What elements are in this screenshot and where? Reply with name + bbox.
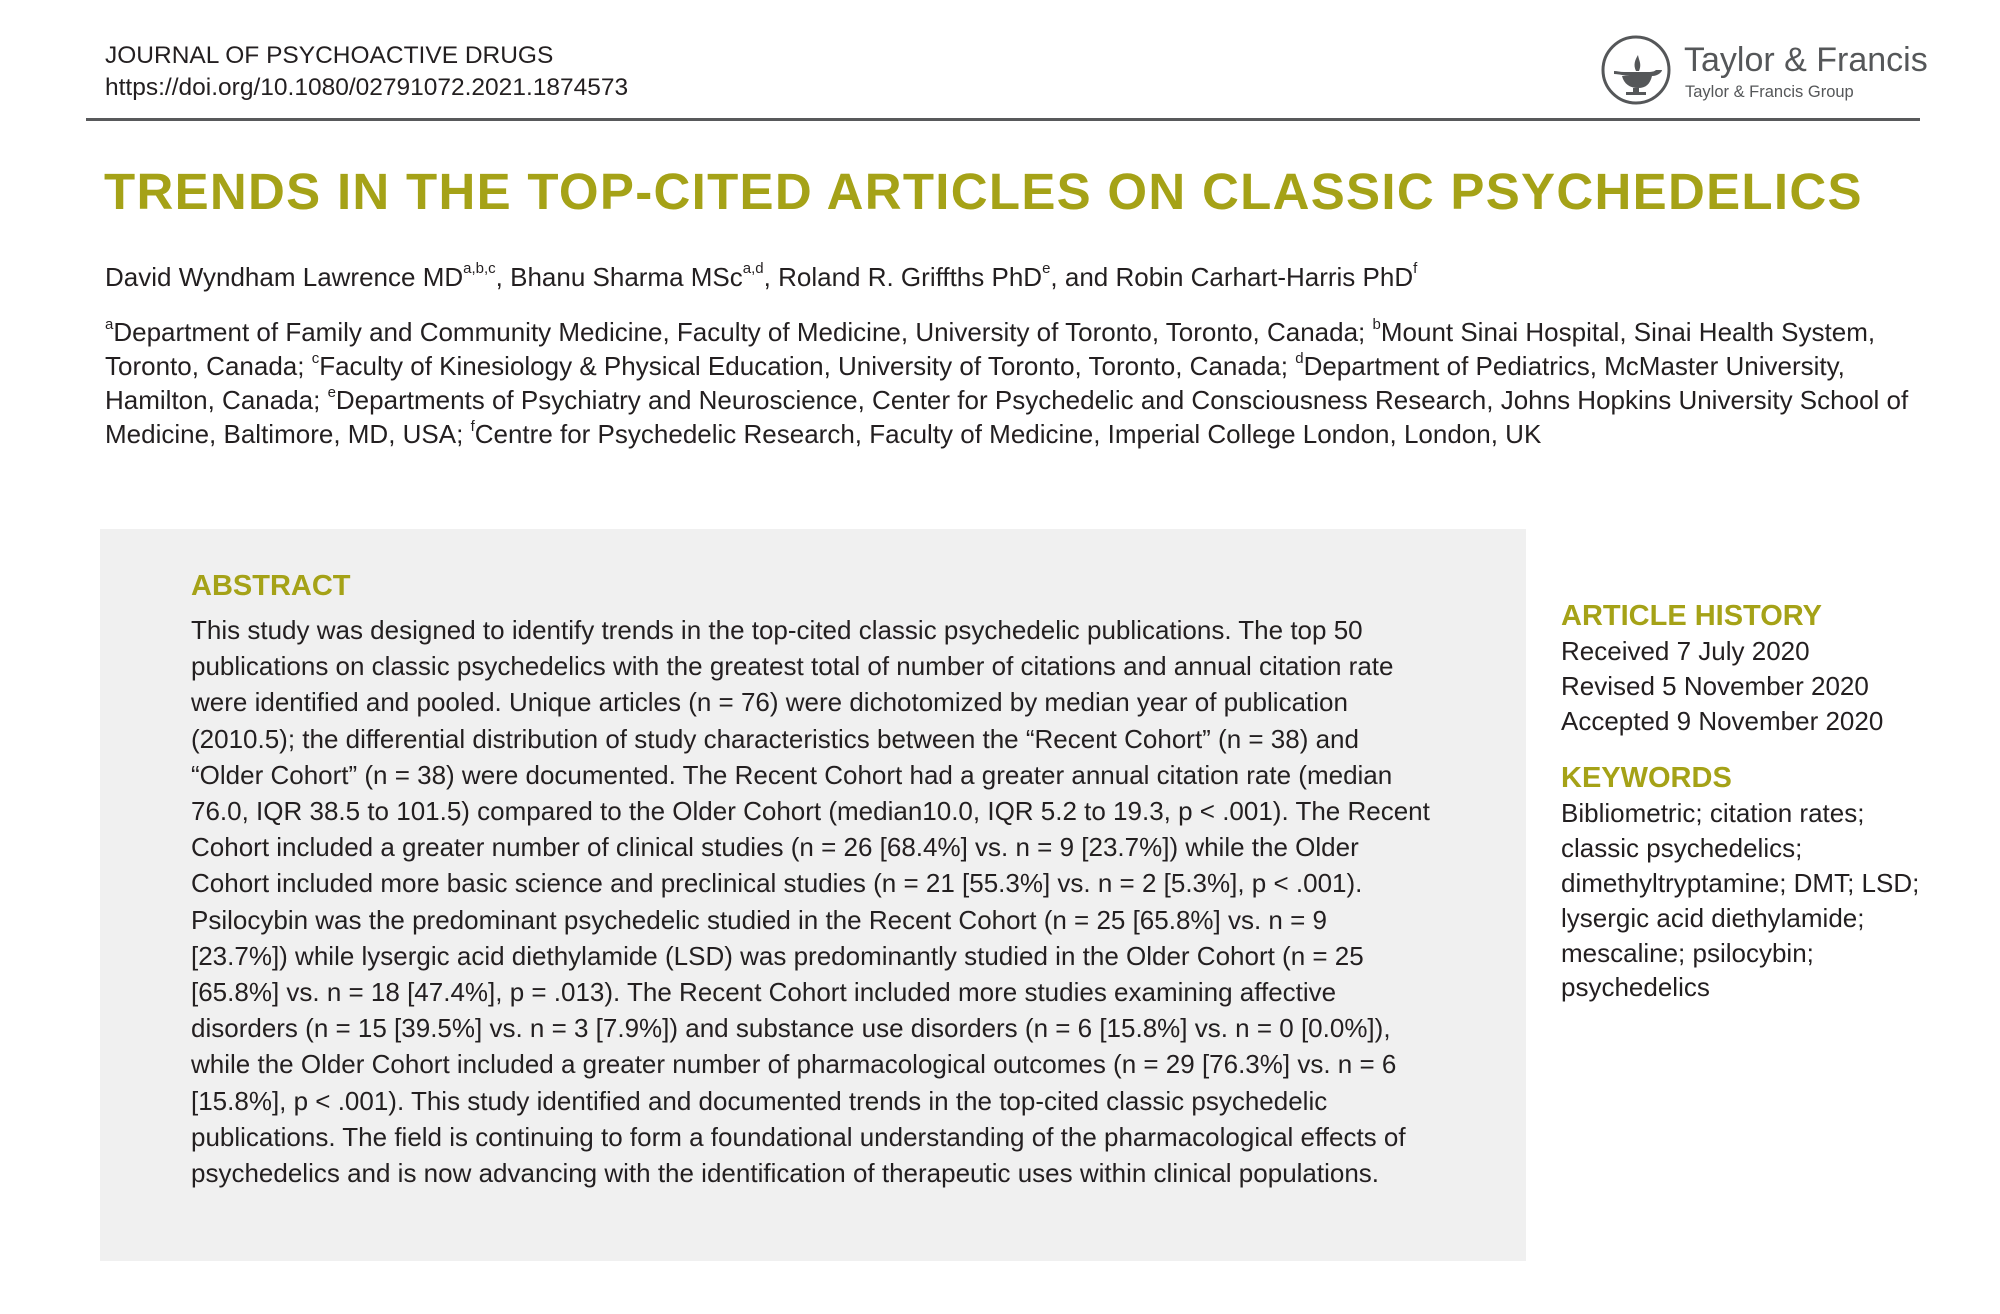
author-affiliation-marker: e bbox=[1042, 260, 1051, 277]
revised-date: Revised 5 November 2020 bbox=[1561, 670, 1869, 701]
affiliation-text: Department of Pediatrics, McMaster University, Hamilton, Canada; bbox=[105, 351, 1845, 415]
author-list bbox=[105, 259, 1417, 295]
article-sidebar bbox=[1561, 598, 1921, 1005]
publisher-logo[interactable] bbox=[1600, 34, 1928, 108]
article-history bbox=[1561, 598, 1921, 738]
lamp-emblem-icon bbox=[1600, 34, 1672, 106]
header-divider bbox=[86, 118, 1920, 121]
affiliation-marker: f bbox=[470, 418, 475, 435]
abstract-heading: ABSTRACT bbox=[191, 570, 351, 602]
author-separator: , bbox=[495, 262, 511, 292]
keywords-heading: KEYWORDS bbox=[1561, 762, 1732, 795]
publisher-name: Taylor & Francis bbox=[1684, 41, 1928, 79]
author-separator: , and bbox=[1050, 262, 1116, 292]
received-date: Received 7 July 2020 bbox=[1561, 636, 1810, 666]
abstract-text: This study was designed to identify trends in the top-cited classic psychedelic publications. The top 50 publications on classic psychedelics with the greatest total of number of citations and annual citation rate were identified and pooled. Unique articles (n = 76) were dichotomized by median year of publication (2010.5); the differential distribution of study characteristics between the “Recent Cohort” (n = 38) and “Older Cohort” (n = 38) were documented. The Recent Cohort had a greater annual citation rate (median 76.0, IQR 38.5 to 101.5) compared to the Older Cohort (median10.0, IQR 5.2 to 19.3, p < .001). The Recent Cohort included a greater number of clinical studies (n = 26 [68.4%] vs. n = 9 [23.7%]) while the Older Cohort included more basic science and preclinical studies (n = 21 [55.3%] vs. n = 2 [5.3%], p < .001). Psilocybin was the predominant psychedelic studied in the Recent Cohort (n = 25 [65.8%] vs. n = 9 [23.7%]) while lysergic acid diethylamide (LSD) was predominantly studied in the Older Cohort (n = 25 [65.8%] vs. n = 18 [47.4%], p = .013). The Recent Cohort included more studies examining affective disorders (n = 15 [39.5%] vs. n = 3 [7.9%]) and substance use disorders (n = 6 [15.8%] vs. n = 0 [0.0%]), while the Older Cohort included a greater number of pharmacological outcomes (n = 29 [76.3%] vs. n = 6 [15.8%], p < .001). This study identified and documented trends in the top-cited classic psychedelic publications. The field is continuing to form a foundational understanding of the pharmacological effects of psychedelics and is now advancing with the identification of therapeutic uses within clinical populations. bbox=[191, 615, 1430, 1189]
author-affiliation-marker: a,d bbox=[742, 260, 764, 277]
affiliation-marker: b bbox=[1372, 316, 1381, 333]
author-name: Roland R. Griffths PhD bbox=[778, 262, 1043, 292]
affiliation-text: Mount Sinai Hospital, Sinai Health System, Toronto, Canada; bbox=[105, 317, 1876, 381]
affiliation-marker: a bbox=[105, 316, 114, 333]
affiliation-marker: d bbox=[1295, 350, 1304, 367]
article-history-heading: ARTICLE HISTORY bbox=[1561, 600, 1823, 632]
author-name: Robin Carhart-Harris PhD bbox=[1115, 262, 1414, 292]
affiliation-text: Centre for Psychedelic Research, Faculty of Medicine, Imperial College London, London, UK bbox=[474, 419, 1542, 449]
affiliation-marker: c bbox=[311, 350, 320, 367]
author-name: David Wyndham Lawrence MD bbox=[105, 262, 464, 292]
affiliation-text: Departments of Psychiatry and Neuroscience, Center for Psychedelic and Consciousness Research, Johns Hopkins University School of Medicine, Baltimore, MD, USA; bbox=[105, 385, 1909, 449]
keywords-section bbox=[1561, 760, 1921, 1005]
author-separator: , bbox=[763, 262, 779, 292]
journal-doi-link[interactable]: https://doi.org/10.1080/02791072.2021.1874573 bbox=[105, 74, 629, 101]
affiliation-marker: e bbox=[327, 384, 336, 401]
author-affiliation-marker: a,b,c bbox=[463, 260, 496, 277]
affiliations bbox=[105, 315, 1945, 451]
affiliation-text: Faculty of Kinesiology & Physical Education, University of Toronto, Toronto, Canada; bbox=[319, 351, 1296, 381]
keywords-list: Bibliometric; citation rates; classic psychedelics; dimethyltryptamine; DMT; LSD; lysergic acid diethylamide; mescaline; psilocybin; psychedelics bbox=[1561, 798, 1920, 1003]
article-title: TRENDS IN THE TOP-CITED ARTICLES ON CLASSIC PSYCHEDELICS bbox=[104, 163, 1863, 220]
journal-header bbox=[105, 40, 628, 104]
author-affiliation-marker: f bbox=[1413, 260, 1418, 277]
affiliation-text: Department of Family and Community Medicine, Faculty of Medicine, University of Toronto, Toronto, Canada; bbox=[113, 317, 1373, 347]
publisher-group: Taylor & Francis Group bbox=[1685, 83, 1854, 101]
journal-name: JOURNAL OF PSYCHOACTIVE DRUGS bbox=[105, 42, 554, 69]
author-name: Bhanu Sharma MSc bbox=[510, 262, 743, 292]
accepted-date: Accepted 9 November 2020 bbox=[1561, 705, 1884, 736]
